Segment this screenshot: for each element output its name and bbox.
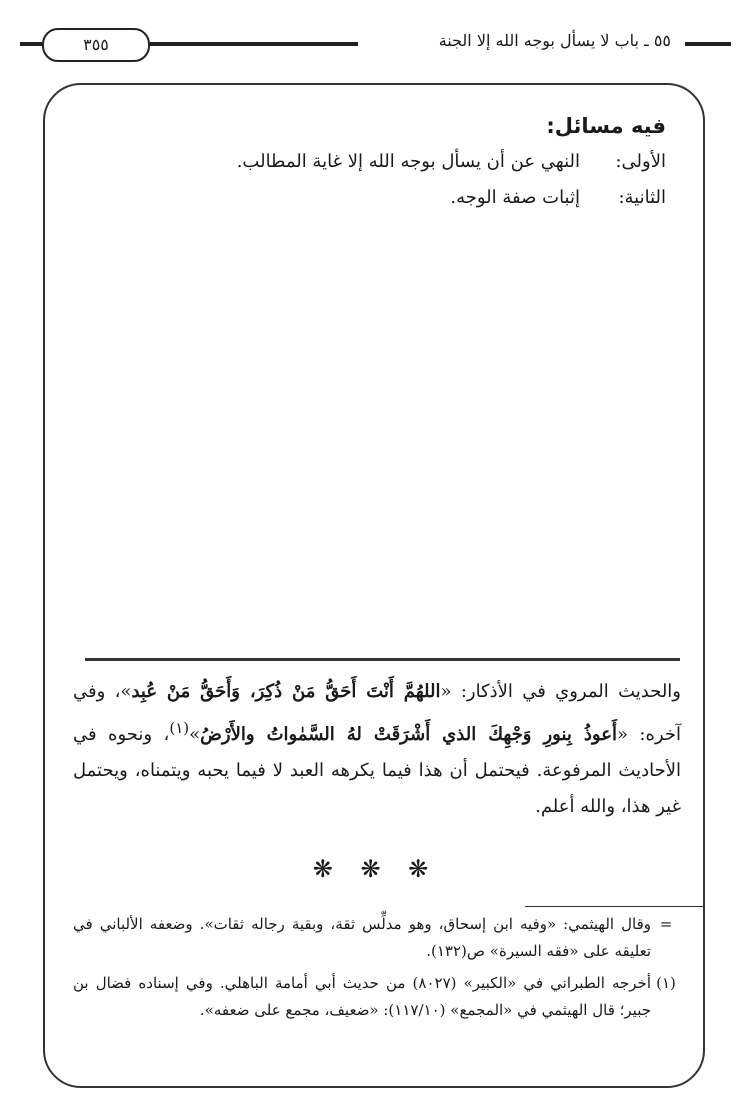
issue-item [76,180,666,216]
body-text-segment: » [189,724,201,745]
quoted-hadith: أَعوذُ بِنورِ وَجْهِكَ الذي أَشْرَقَتْ لهُ السَّمٰواتُ والأَرْضُ [200,724,617,745]
page-number: ٣٥٥ [42,28,150,62]
issues-section [76,114,666,216]
section-divider [85,658,680,661]
issues-heading: فيه مسائل: [546,114,666,138]
issue-text: إثبات صفة الوجه. [450,187,580,208]
header-rule [20,42,42,46]
header-rule [685,42,731,46]
body-text-segment: والحديث المروي في الأذكار: « [440,681,681,702]
footnote-marker: (١) [656,974,676,992]
footnote-text: أخرجه الطبراني في «الكبير» (٨٠٢٧) من حديث أبي أمامة الباهلي. وفي إسناده فضال بن جبير؛ قال الهيثمي في «المجمع» (١١٧/١٠): «ضعيف، مجمع على ضعفه». [73,974,651,1019]
section-ornament: ❋ ❋ ❋ [312,855,439,883]
header-rule [148,42,358,46]
body-paragraph [73,674,681,825]
issue-item [76,144,666,180]
issue-label: الثانية: [618,187,666,208]
issue-text: النهي عن أن يسأل بوجه الله إلا غاية المطالب. [236,151,580,172]
footnote-text: وقال الهيثمي: «وفيه ابن إسحاق، وهو مدلِّس ثقة، وبقية رجاله ثقات». وضعفه الألباني في تعليقه على «فقه السيرة» ص(١٣٢). [73,915,651,960]
footnotes [73,911,681,1024]
issue-label: الأولى: [615,151,666,172]
body-text-segment: ، ونحوه في الأحاديث المرفوعة. فيحتمل أن هذا فيما يكرهه العبد لا فيما يحبه ويتمناه، ويحتمل غير هذا، والله أعلم. [73,724,681,817]
footnote [73,911,681,965]
footnote [73,970,681,1024]
running-title: ٥٥ ـ باب لا يسأل بوجه الله إلا الجنة [438,31,671,50]
body-text-segment: »، وفي آخره: « [73,681,681,745]
page-header [20,28,731,68]
footnote-ref: (١) [169,719,190,737]
footnote-marker: = [659,915,673,933]
quoted-hadith: اللهُمَّ أَنْتَ أَحَقُّ مَنْ ذُكِرَ، وَأَحَقُّ مَنْ عُبِد [131,681,441,702]
footnote-divider [525,906,705,907]
